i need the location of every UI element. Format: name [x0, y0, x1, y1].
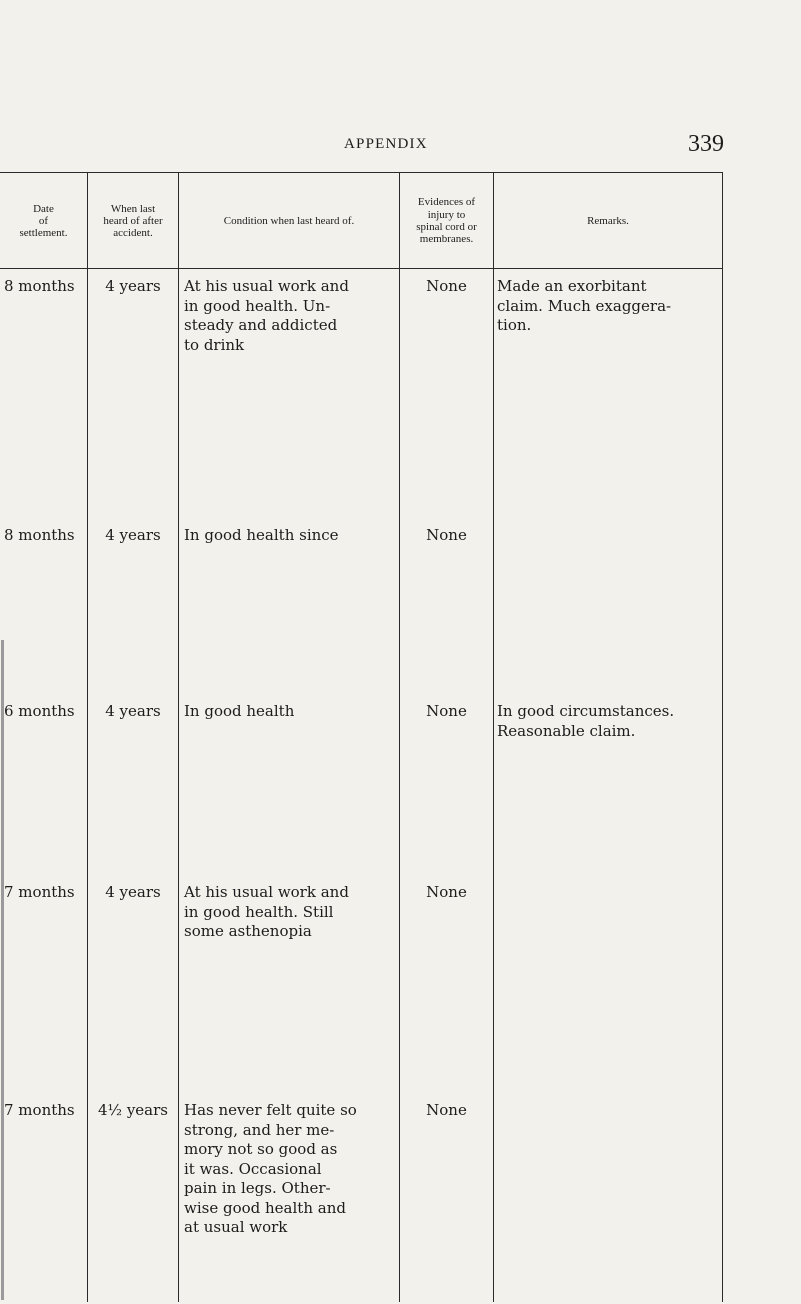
row-1-last-heard: 4 years — [105, 277, 161, 295]
row-4-evidence: None — [426, 883, 467, 901]
margin-scan-edge — [1, 640, 4, 1300]
row-1-date: 8 months — [4, 277, 75, 295]
row-2-last-heard: 4 years — [105, 526, 161, 544]
page-header — [0, 131, 801, 164]
column-divider-2 — [178, 172, 179, 1302]
row-5-evidence: None — [426, 1101, 467, 1119]
column-divider-4 — [493, 172, 494, 1302]
row-4-date: 7 months — [4, 883, 75, 901]
row-1-remarks: Made an exorbitant claim. Much exaggera- tion. — [497, 277, 672, 334]
row-1-condition: At his usual work and in good health. Un- steady and addicted to drink — [184, 277, 349, 354]
table-right-rule — [722, 172, 723, 1302]
table-top-rule — [0, 172, 722, 173]
row-5-condition: Has never felt quite so strong, and her me- mory not so good as it was. Occasional pain in legs. Other- wise good health and at usual work — [184, 1101, 357, 1236]
row-2-date: 8 months — [4, 526, 75, 544]
row-3-evidence: None — [426, 702, 467, 720]
row-3-date: 6 months — [4, 702, 75, 720]
row-1-evidence: None — [426, 277, 467, 295]
row-4-condition: At his usual work and in good health. Still some asthenopia — [184, 883, 349, 940]
row-3-remarks: In good circumstances. Reasonable claim. — [497, 702, 675, 740]
column-header-last-heard: When last heard of after accident. — [103, 202, 163, 240]
column-divider-3 — [399, 172, 400, 1302]
row-5-date: 7 months — [4, 1101, 75, 1119]
row-5-last-heard: 4½ years — [97, 1101, 168, 1119]
column-header-condition: Condition when last heard of. — [223, 214, 355, 227]
column-header-date: Date of settlement. — [19, 202, 68, 240]
column-header-evidence: Evidences of injury to spinal cord or membranes. — [416, 196, 477, 246]
row-2-condition: In good health since — [184, 526, 339, 544]
column-divider-1 — [87, 172, 88, 1302]
running-head: APPENDIX — [344, 136, 428, 152]
page-number: 339 — [688, 131, 724, 157]
column-header-remarks: Remarks. — [587, 214, 629, 227]
row-2-evidence: None — [426, 526, 467, 544]
header-bottom-rule — [0, 268, 722, 269]
row-3-condition: In good health — [184, 702, 295, 720]
settlement-table — [0, 170, 801, 1304]
row-3-last-heard: 4 years — [105, 702, 161, 720]
row-4-last-heard: 4 years — [105, 883, 161, 901]
